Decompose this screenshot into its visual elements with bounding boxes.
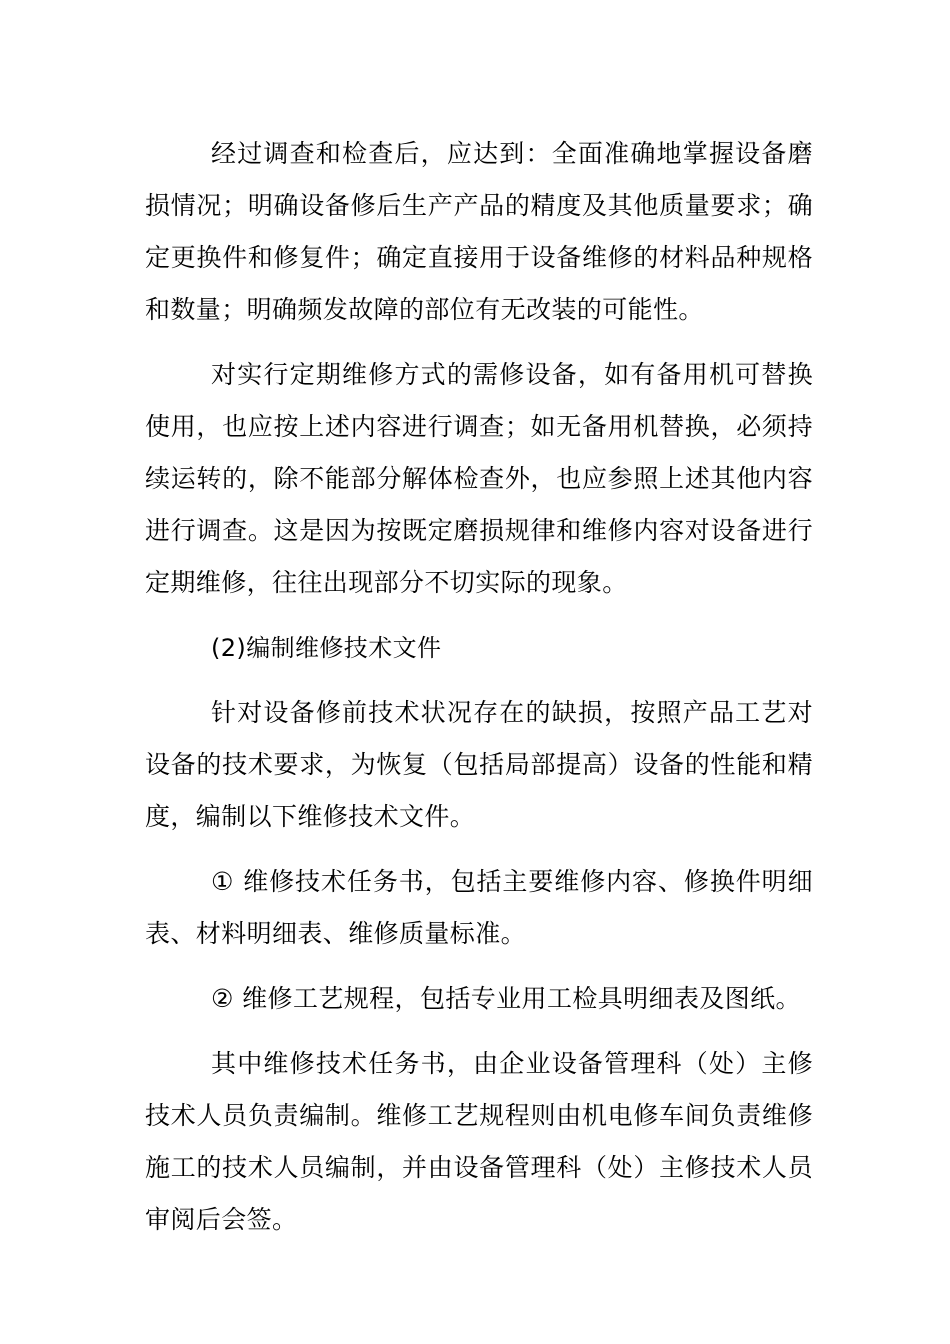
- paragraph-periodic-maintenance: 对实行定期维修方式的需修设备，如有备用机可替换使用，也应按上述内容进行调查；如无备用机替换，必须持续运转的，除不能部分解体检查外，也应参照上述其他内容进行调查。这是因为按既定磨损规律和维修内容对设备进行定期维修，往往出现部分不切实际的现象。: [145, 360, 813, 597]
- list-item-process-spec: ② 维修工艺规程，包括专业用工检具明细表及图纸。: [211, 984, 801, 1013]
- paragraph-responsibilities: 其中维修技术任务书，由企业设备管理科（处）主修技术人员负责编制。维修工艺规程则由机电修车间负责维修施工的技术人员编制，并由设备管理科（处）主修技术人员审阅后会签。: [145, 1049, 813, 1234]
- paragraph-inspection-goals: 经过调查和检查后，应达到：全面准确地掌握设备磨损情况；明确设备修后生产产品的精度及其他质量要求；确定更换件和修复件；确定直接用于设备维修的材料品种规格和数量；明确频发故障的部位有无改装的可能性。: [145, 139, 813, 324]
- list-item-task-book: ① 维修技术任务书，包括主要维修内容、修换件明细表、材料明细表、维修质量标准。: [145, 867, 813, 948]
- paragraph-technical-documents: 针对设备修前技术状况存在的缺损，按照产品工艺对设备的技术要求，为恢复（包括局部提高）设备的性能和精度，编制以下维修技术文件。: [145, 698, 813, 831]
- document-body: [145, 128, 813, 1259]
- section-heading: (2)编制维修技术文件: [211, 634, 442, 662]
